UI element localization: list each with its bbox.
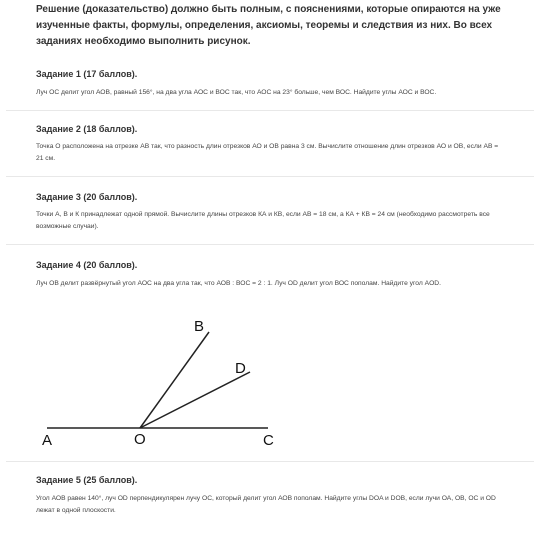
task-3-text: Точки А, В и К принадлежат одной прямой. Вычислите длины отрезков КА и КВ, если АВ = 18 см, а КА + КВ = 24 см (необходимо рассмотреть все возможные случаи). xyxy=(36,211,490,230)
task-2-title: Задание 2 (18 баллов). xyxy=(36,124,138,134)
task-5-title: Задание 5 (25 баллов). xyxy=(36,475,138,485)
divider xyxy=(6,176,534,177)
intro-text: Решение (доказательство) должно быть полным, с пояснениями, которые опираются на уже изученные факты, формулы, определения, аксиомы, теоремы и следствия из них. Во всех заданиях необходимо выполнить рисунок. xyxy=(36,4,501,47)
task-3-title: Задание 3 (20 баллов). xyxy=(36,192,138,202)
task-5-text: Угол АОВ равен 140°, луч OD перпендикулярен лучу ОС, который делит угол АОВ пополам. Найдите углы DOA и DOB, если лучи ОА, ОВ, ОС и OD лежат в одной плоскости. xyxy=(36,495,496,514)
divider xyxy=(6,244,534,245)
divider xyxy=(6,461,534,462)
label-b: B xyxy=(194,318,205,335)
ray-od xyxy=(140,372,250,428)
label-d: D xyxy=(235,360,246,377)
label-c: C xyxy=(263,432,274,449)
label-a: A xyxy=(42,432,53,449)
label-o: O xyxy=(134,431,146,448)
task-1-title: Задание 1 (17 баллов). xyxy=(36,69,138,79)
angle-diagram xyxy=(0,300,540,460)
ray-ob xyxy=(140,332,209,428)
task-1-text: Луч ОС делит угол АОВ, равный 156°, на два угла АОС и ВОС так, что АОС на 23° больше, чем ВОС. Найдите углы АОС и ВОС. xyxy=(36,89,437,96)
task-4-title: Задание 4 (20 баллов). xyxy=(36,260,138,270)
divider xyxy=(6,110,534,111)
task-2-text: Точка О расположена на отрезке АВ так, что разность длин отрезков АО и ОВ равна 3 см. Вычислите отношение длин отрезков АО и ОВ, если АВ = 21 см. xyxy=(36,143,499,162)
task-4-text: Луч ОВ делит развёрнутый угол АОС на два угла так, что АОВ : ВОС = 2 : 1. Луч OD делит угол ВОС пополам. Найдите угол AOD. xyxy=(36,280,441,287)
